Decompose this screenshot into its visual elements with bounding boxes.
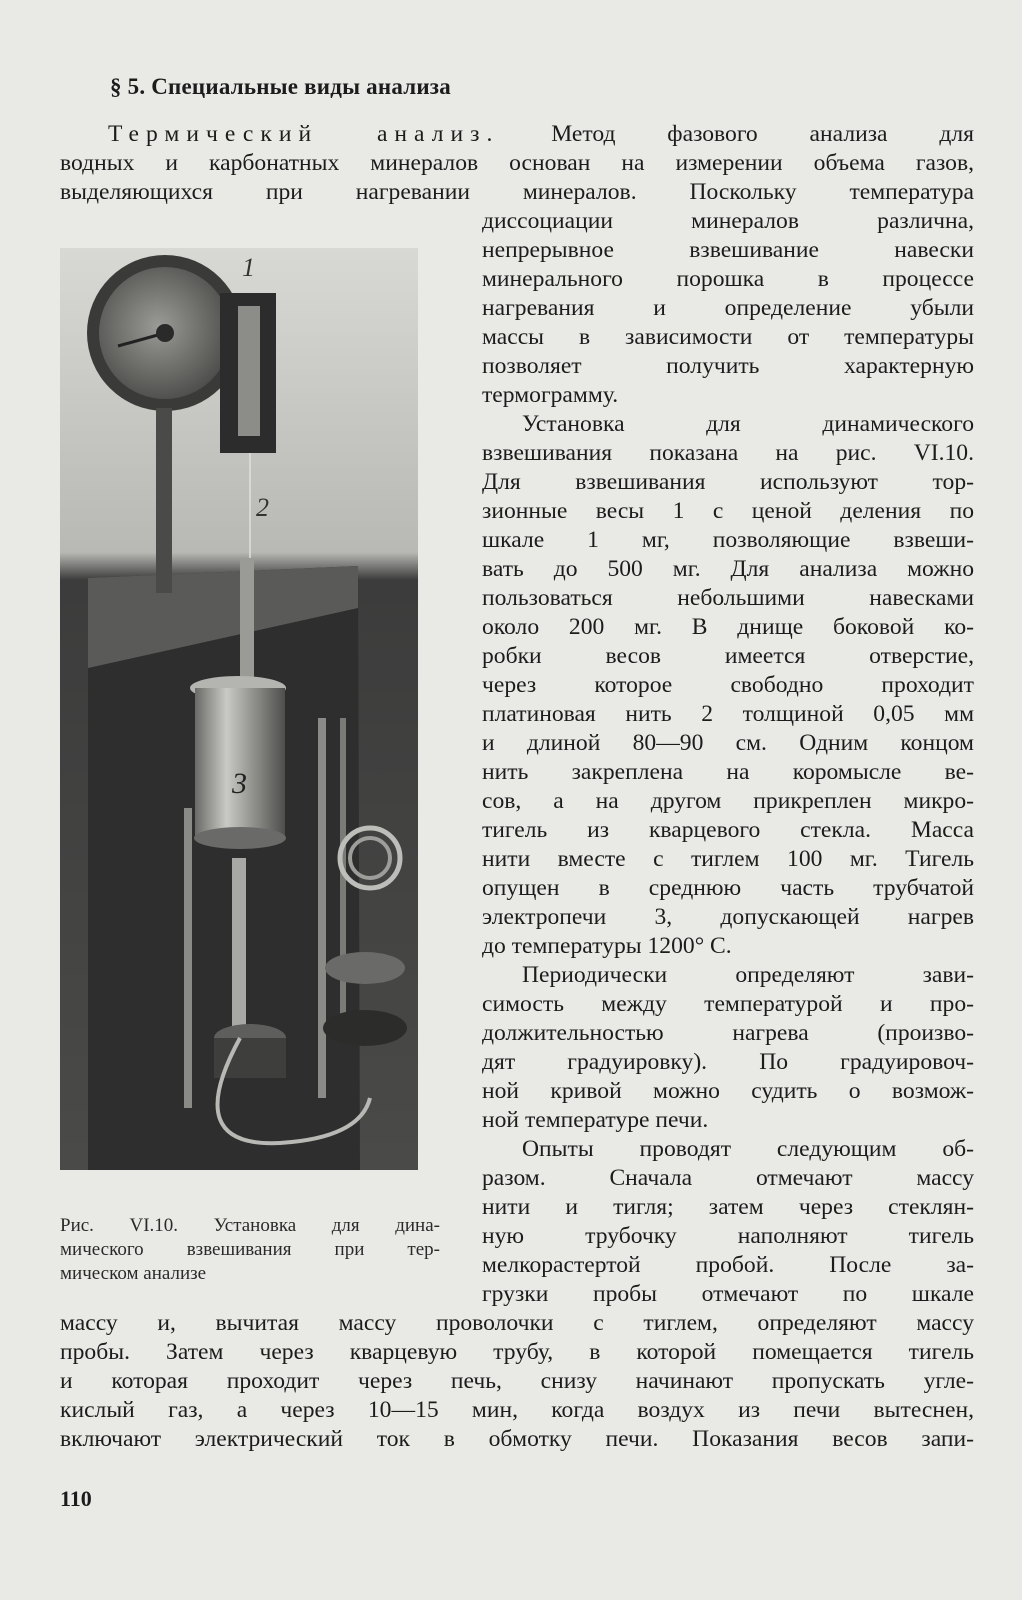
figure-caption-line-2: мического взвешивания при тер- [60,1239,440,1260]
column-text-line: термограмму. [482,382,619,408]
column-text-line: должительностью нагрева (произво- [482,1020,974,1046]
column-text-line: нити и тигля; затем через стеклян- [482,1194,974,1220]
body-text-line: кислый газ, а через 10—15 мин, когда воздух из печи вытеснен, [60,1397,974,1423]
column-text-line: грузки пробы отмечают по шкале [482,1281,974,1307]
body-text-line: и которая проходит через печь, снизу начинают пропускать угле- [60,1368,974,1394]
column-text-line: нить закреплена на коромысле ве- [482,759,974,785]
section-heading: § 5. Специальные виды анализа [110,74,451,99]
figure-caption-line-3: мическом анализе [60,1263,207,1284]
term-spaced: Термический анализ. [108,121,500,147]
column-text-line: зионные весы 1 с ценой деления по [482,498,974,524]
page-number: 110 [60,1486,92,1511]
apparatus-photo [60,248,418,1170]
column-text-line: сов, а на другом прикреплен микро- [482,788,974,814]
intro-line-2: водных и карбонатных минералов основан на измерении объема газов, [60,150,974,176]
column-text-line: Периодически определяют зави- [522,962,974,988]
column-text-line: платиновая нить 2 толщиной 0,05 мм [482,701,974,727]
column-text-line: мелкорастертой пробой. После за- [482,1252,974,1278]
column-text-line: диссоциации минералов различна, [482,208,974,234]
column-text-line: Опыты проводят следующим об- [522,1136,974,1162]
column-text-line: взвешивания показана на рис. VI.10. [482,440,974,466]
figure-label-2: 2 [256,493,269,522]
column-text-line: до температуры 1200° С. [482,933,732,959]
column-text-line: электропечи 3, допускающей нагрев [482,904,974,930]
column-text-line: минерального порошка в процессе [482,266,974,292]
body-text-line: включают электрический ток в обмотку печи. Показания весов запи- [60,1426,974,1452]
figure-label-1: 1 [242,253,255,282]
column-text-line: около 200 мг. В днище боковой ко- [482,614,974,640]
column-text-line: массы в зависимости от температуры [482,324,974,350]
column-text-line: непрерывное взвешивание навески [482,237,974,263]
column-text-line: через которое свободно проходит [482,672,974,698]
column-text-line: ную трубочку наполняют тигель [482,1223,974,1249]
column-text-line: вать до 500 мг. Для анализа можно [482,556,974,582]
column-text-line: робки весов имеется отверстие, [482,643,974,669]
column-text-line: шкале 1 мг, позволяющие взвеши- [482,527,974,553]
column-text-line: тигель из кварцевого стекла. Масса [482,817,974,843]
figure-caption-line-1: Рис. VI.10. Установка для дина- [60,1215,440,1236]
column-text-line: и длиной 80—90 см. Одним концом [482,730,974,756]
column-text-line: нагревания и определение убыли [482,295,974,321]
column-text-line: Для взвешивания используют тор- [482,469,974,495]
column-text-line: нити вместе с тиглем 100 мг. Тигель [482,846,974,872]
column-text-line: дят градуировку). По градуировоч- [482,1049,974,1075]
column-text-line: Установка для динамического [522,411,974,437]
intro-line-1-rest: Метод фазового анализа для [551,121,974,147]
body-text-line: массу и, вычитая массу проволочки с тиглем, определяют массу [60,1310,974,1336]
column-text-line: позволяет получить характерную [482,353,974,379]
column-text-line: опущен в среднюю часть трубчатой [482,875,974,901]
column-text-line: ной температуре печи. [482,1107,709,1133]
intro-line-1 [108,120,974,149]
column-text-line: разом. Сначала отмечают массу [482,1165,974,1191]
column-text-line: пользоваться небольшими навесками [482,585,974,611]
figure-label-3: 3 [232,767,247,800]
column-text-line: ной кривой можно судить о возмож- [482,1078,974,1104]
column-text-line: симость между температурой и про- [482,991,974,1017]
body-text-line: пробы. Затем через кварцевую трубу, в которой помещается тигель [60,1339,974,1365]
intro-line-3: выделяющихся при нагревании минералов. Поскольку температура [60,179,974,205]
